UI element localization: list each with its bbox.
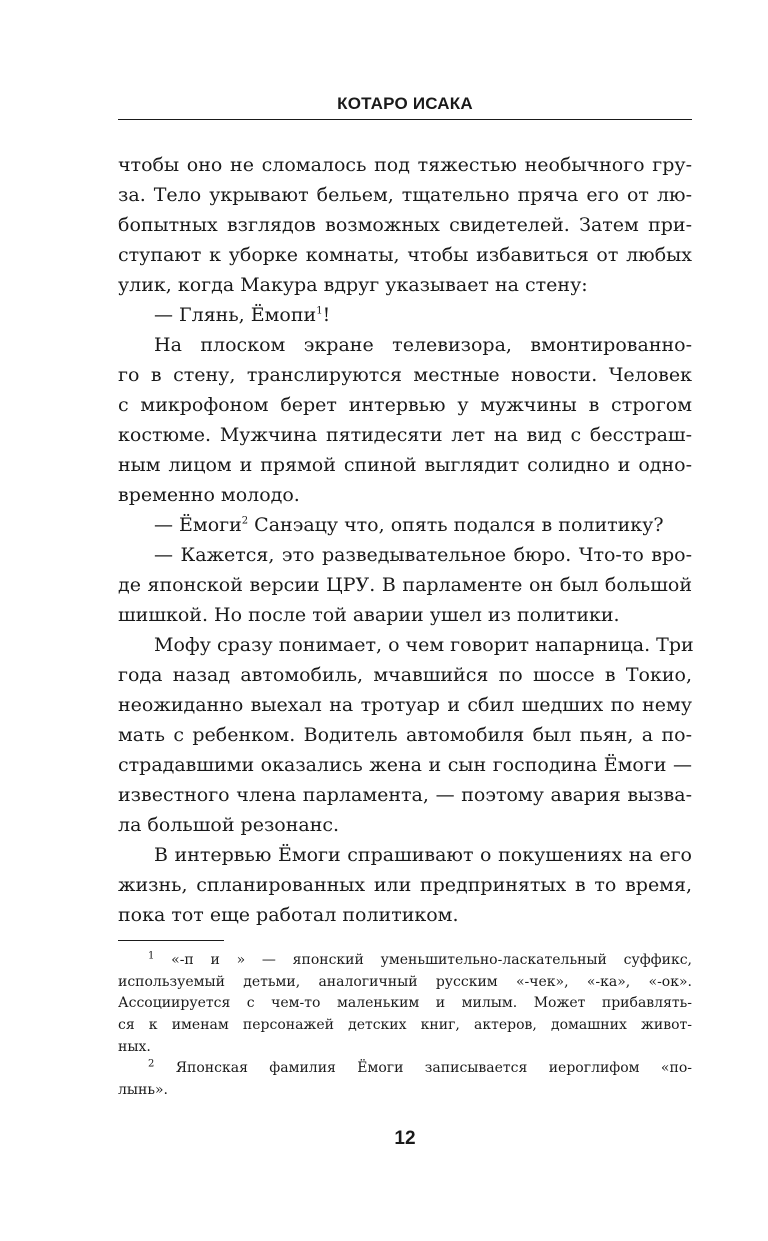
footnote-line: Ассоциируется с чем-то маленьким и милым. Может прибавлять- (118, 995, 692, 1012)
footnote-line: используемый детьми, аналогичный русским «-чек», «-ка», «-ок». (118, 973, 692, 990)
text-line: неожиданно выехал на тротуар и сбил шедших по нему (118, 694, 692, 716)
text-line: В интервью Ёмоги спрашивают о покушениях на его (154, 844, 692, 866)
running-title: КОТАРО ИСАКА (337, 94, 473, 113)
text-line: го в стену, транслируются местные новости. Человек (118, 364, 692, 386)
dialogue-line (118, 300, 692, 330)
footnote-line (118, 950, 692, 972)
text-line: года назад автомобиль, мчавшийся по шоссе в Токио, (118, 664, 692, 686)
header-rule (118, 119, 692, 120)
text-line: ным лицом и прямой спиной выглядит солидно и одно- (118, 454, 692, 476)
dialogue-text: Санэацу что, опять подался в политику? (248, 514, 664, 536)
text-line: с микрофоном берет интервью у мужчины в строгом (118, 394, 692, 416)
text-line: известного члена парламента, — поэтому авария вызва- (118, 784, 692, 806)
dialogue-text: — Ёмоги (154, 514, 242, 536)
footnotes (118, 950, 692, 1102)
text-line: чтобы оно не сломалось под тяжестью необычного гру- (118, 154, 692, 176)
text-line: Мофу сразу понимает, о чем говорит напарница. Три (154, 634, 694, 656)
dialogue-line: — Кажется, это разведывательное бюро. Что-то вро- (154, 544, 692, 566)
footnote-line: ся к именам персонажей детских книг, актеров, домашних живот- (118, 1017, 692, 1034)
text-line: улик, когда Макура вдруг указывает на стену: (118, 274, 588, 296)
text-line: за. Тело укрывают бельем, тщательно пряча его от лю- (118, 184, 692, 206)
footnote-text: Японская фамилия Ёмоги записывается иероглифом «по- (154, 1060, 692, 1077)
text-line: ступают к уборке комнаты, чтобы избавиться от любых (118, 244, 692, 266)
text-line: шишкой. Но после той аварии ушел из политики. (118, 604, 620, 626)
footnote-line: лынь». (118, 1082, 169, 1099)
footnote-marker: 1 (148, 950, 155, 962)
dialogue-line (118, 510, 692, 540)
dialogue-text: ! (322, 304, 331, 326)
text-line: ла большой резонанс. (118, 814, 340, 836)
text-line: временно молодо. (118, 484, 300, 506)
footnote-line: ных. (118, 1038, 151, 1055)
footnote-marker: 2 (148, 1058, 155, 1070)
page-number: 12 (394, 1128, 416, 1149)
footnote-ref[interactable]: 2 (241, 515, 249, 527)
footnote-rule (118, 940, 224, 941)
text-line: На плоском экране телевизора, вмонтированно- (154, 334, 692, 356)
footnote-line (118, 1058, 692, 1080)
footnote-ref[interactable]: 1 (316, 305, 323, 317)
text-line: мать с ребенком. Водитель автомобиля был пьян, а по- (118, 724, 692, 746)
footnote-text: «-п и » — японский уменьшительно-ласкательный суффикс, (154, 952, 692, 968)
text-line: де японской версии ЦРУ. В парламенте он был большой (118, 574, 692, 596)
text-line: жизнь, спланированных или предпринятых в то время, (118, 874, 692, 896)
text-line: страдавшими оказались жена и сын господина Ёмоги — (118, 754, 692, 776)
body-text (118, 150, 692, 930)
text-line: пока тот еще работал политиком. (118, 904, 459, 926)
text-line: костюме. Мужчина пятидесяти лет на вид с бесстраш- (118, 424, 692, 446)
text-line: бопытных взглядов возможных свидетелей. Затем при- (118, 214, 692, 236)
dialogue-text: — Глянь, Ёмопи (154, 304, 317, 326)
